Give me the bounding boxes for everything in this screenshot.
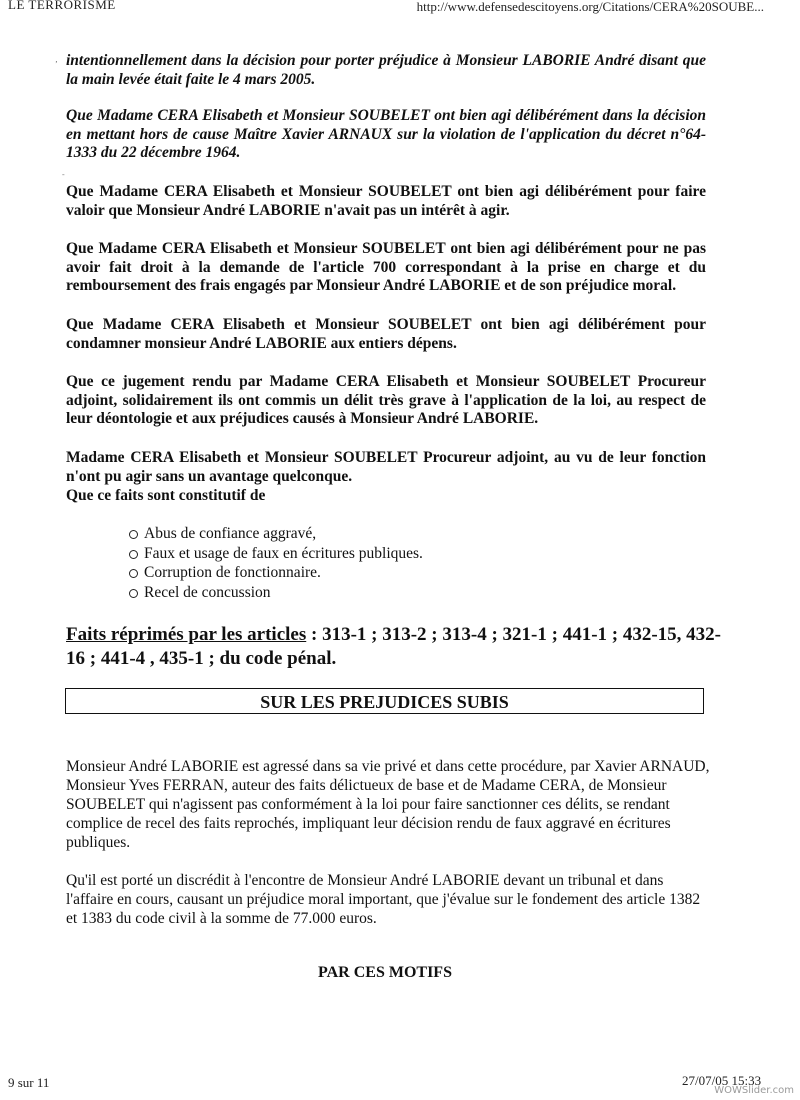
paragraph-2-rest: et Monsieur SOUBELET ont bien agi délibérément dans la décision en mettant hors de cause Maître Xavier ARNAUX sur la violation de l'application du décret n°64-1333 du 22 décembre 1964. <box>66 107 707 161</box>
scan-speck: ‚ <box>55 55 58 64</box>
paragraph-7: Madame CERA Elisabeth et Monsieur SOUBELET Procureur adjoint, au vu de leur fonction n'ont pu agir sans un avantage quelconque. <box>66 449 706 485</box>
paragraph-2-lead: Que Madame CERA Elisabeth <box>66 107 267 124</box>
paragraph-prejudice-1: Monsieur André LABORIE est agressé dans sa vie privé et dans cette procédure, par Xavier ARNAUD, Monsieur Yves FERRAN, auteur des faits délictueux de base et de Madame CERA, de Monsieur SOUBELET qui n'agissent pas conformément à la loi pour faire sanctionner ces délits, se rendant complice de recel des faits reprochés, impliquant leur décision rendu de faux aggravé en écritures publiques. <box>66 758 710 851</box>
articles-label: Faits réprimés par les articles <box>66 624 307 645</box>
offences-list <box>128 524 423 602</box>
header-url: http://www.defensedescitoyens.org/Citations/CERA%20SOUBE... <box>416 0 764 14</box>
paragraph-1: intentionnellement dans la décision pour porter préjudice à Monsieur LABORIE André disant que la main levée était faite le 4 mars 2005. <box>66 52 706 88</box>
list-item: Faux et usage de faux en écritures publiques. <box>128 544 423 564</box>
paragraph-3: Que Madame CERA Elisabeth et Monsieur SOUBELET ont bien agi délibérément pour faire valoir que Monsieur André LABORIE n'avait pas un intérêt à agir. <box>66 183 706 219</box>
page-number: 9 sur 11 <box>8 1075 50 1090</box>
list-item: Corruption de fonctionnaire. <box>128 563 423 583</box>
header-title: LE TERRORISME <box>8 0 116 12</box>
paragraph-8: Que ce faits sont constitutif de <box>66 487 266 504</box>
list-item: Abus de confiance aggravé, <box>128 524 423 544</box>
articles-numbers: : 313-1 ; 313-2 ; 313-4 ; 321-1 ; 441-1 ; 432-15, 432-16 ; 441-4 , 435-1 ; du code pénal. <box>66 624 722 669</box>
section-title-box: SUR LES PREJUDICES SUBIS <box>65 688 704 714</box>
print-timestamp: 27/07/05 15:33 <box>682 1073 762 1088</box>
closing-heading: PAR CES MOTIFS <box>318 964 452 981</box>
list-item: Recel de concussion <box>128 583 423 603</box>
paragraph-prejudice-2: Qu'il est porté un discrédit à l'encontre de Monsieur André LABORIE devant un tribunal et dans l'affaire en cours, causant un préjudice moral important, que j'évalue sur le fondement des article 1382 et 1383 du code civil à la somme de 77.000 euros. <box>66 872 701 927</box>
paragraph-4: Que Madame CERA Elisabeth et Monsieur SOUBELET ont bien agi délibérément pour ne pas avoir fait droit à la demande de l'article 700 correspondant à la prise en charge et du remboursement des frais engagés par Monsieur André LABORIE et de son préjudice moral. <box>66 240 706 294</box>
paragraph-5: Que Madame CERA Elisabeth et Monsieur SOUBELET ont bien agi délibérément pour condamner monsieur André LABORIE aux entiers dépens. <box>66 316 706 352</box>
watermark: WOWSlider.com <box>714 1085 794 1096</box>
articles-statement <box>66 623 726 671</box>
paragraph-2 <box>66 107 706 163</box>
scan-speck-2: - <box>62 170 65 179</box>
paragraph-6: Que ce jugement rendu par Madame CERA Elisabeth et Monsieur SOUBELET Procureur adjoint, solidairement ils ont commis un délit très grave à l'application de la loi, au respect de leur déontologie et aux préjudices causés à Monsieur André LABORIE. <box>66 373 706 427</box>
